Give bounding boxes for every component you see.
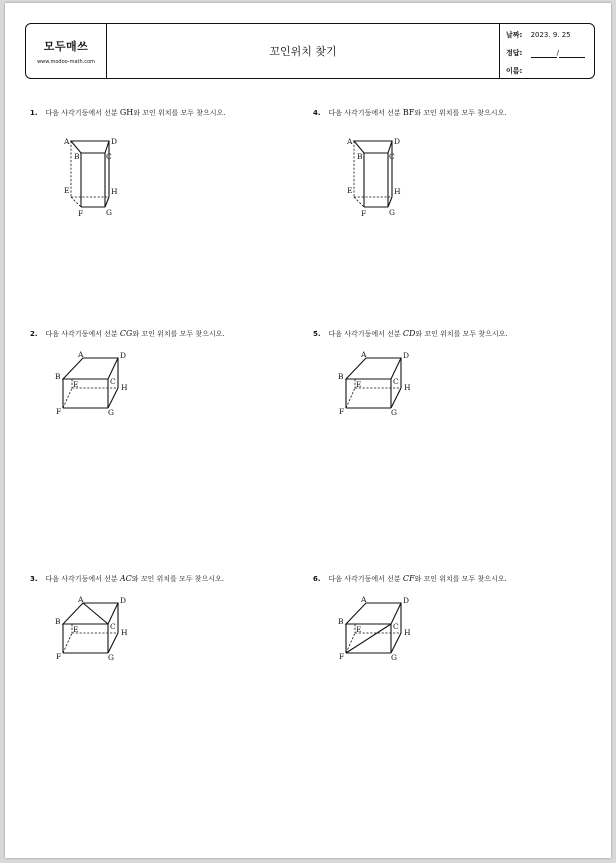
vertex-d: D xyxy=(394,137,401,146)
prism-figure-3 xyxy=(50,593,150,668)
vertex-b: B xyxy=(357,152,363,161)
vertex-d: D xyxy=(120,351,127,360)
vertex-g: G xyxy=(108,408,114,417)
vertex-g: G xyxy=(108,653,114,662)
vertex-h: H xyxy=(121,628,128,637)
name-row xyxy=(506,66,522,76)
logo-url: www.modoo-math.com xyxy=(37,58,95,65)
vertex-b: B xyxy=(74,152,80,161)
segment-label: BF xyxy=(402,108,415,117)
problem-4: 4. 다음 사각기둥에서 선분 BF와 꼬인 위치를 모두 찾으시오. xyxy=(313,108,507,117)
date-value: 2023. 9. 25 xyxy=(530,31,571,39)
vertex-b: B xyxy=(338,617,344,626)
vertex-d: D xyxy=(403,596,410,605)
worksheet-page xyxy=(5,3,611,858)
vertex-g: G xyxy=(391,408,397,417)
vertex-g: G xyxy=(389,208,395,217)
name-label: 이름: xyxy=(506,67,523,75)
vertex-h: H xyxy=(121,383,128,392)
vertex-a: A xyxy=(78,595,84,604)
vertex-f: F xyxy=(339,407,345,416)
vertex-f: F xyxy=(56,652,62,661)
vertex-a: A xyxy=(361,350,367,359)
prism-figure-2 xyxy=(50,348,150,423)
segment-label: GH xyxy=(119,108,134,117)
date-row xyxy=(506,30,571,40)
vertex-g: G xyxy=(391,653,397,662)
problem-3: 3. 다음 사각기둥에서 선분 AC와 꼬인 위치를 모두 찾으시오. xyxy=(30,574,225,583)
score-separator: / xyxy=(556,49,559,57)
segment-label: AC xyxy=(119,574,132,583)
vertex-d: D xyxy=(111,137,118,146)
vertex-d: D xyxy=(120,596,127,605)
worksheet-header xyxy=(25,23,595,79)
prism-figure-4 xyxy=(338,131,418,221)
vertex-f: F xyxy=(56,407,62,416)
vertex-h: H xyxy=(111,187,118,196)
prism-figure-6 xyxy=(333,593,433,668)
page-title: 꼬인위치 찾기 xyxy=(269,45,337,58)
vertex-c: C xyxy=(389,152,395,161)
logo: 모두매쓰 xyxy=(43,39,89,53)
vertex-e: E xyxy=(356,625,362,634)
segment-label: CG xyxy=(119,329,133,338)
problem-2: 2. 다음 사각기둥에서 선분 CG와 꼬인 위치를 모두 찾으시오. xyxy=(30,329,225,338)
problem-5: 5. 다음 사각기둥에서 선분 CD와 꼬인 위치를 모두 찾으시오. xyxy=(313,329,508,338)
score-row xyxy=(506,48,585,58)
vertex-c: C xyxy=(393,622,399,631)
vertex-h: H xyxy=(404,383,411,392)
vertex-f: F xyxy=(78,209,84,218)
vertex-b: B xyxy=(55,372,61,381)
page-title-box xyxy=(107,24,500,78)
vertex-f: F xyxy=(339,652,345,661)
vertex-e: E xyxy=(356,380,362,389)
date-label: 날짜: xyxy=(506,31,523,39)
segment-label: CF xyxy=(402,574,415,583)
vertex-e: E xyxy=(64,186,70,195)
vertex-a: A xyxy=(361,595,367,604)
problem-6: 6. 다음 사각기둥에서 선분 CF와 꼬인 위치를 모두 찾으시오. xyxy=(313,574,507,583)
vertex-a: A xyxy=(64,137,70,146)
meta-box xyxy=(500,24,594,78)
prism-figure-1 xyxy=(55,131,135,221)
vertex-a: A xyxy=(78,350,84,359)
vertex-e: E xyxy=(347,186,353,195)
score-blank[interactable] xyxy=(531,50,557,58)
vertex-b: B xyxy=(55,617,61,626)
score-label: 정답: xyxy=(506,49,523,57)
logo-box xyxy=(26,24,107,78)
vertex-a: A xyxy=(347,137,353,146)
vertex-b: B xyxy=(338,372,344,381)
vertex-f: F xyxy=(361,209,367,218)
vertex-e: E xyxy=(73,380,79,389)
vertex-c: C xyxy=(110,622,116,631)
vertex-h: H xyxy=(404,628,411,637)
segment-label: CD xyxy=(402,329,416,338)
vertex-c: C xyxy=(106,152,112,161)
total-blank[interactable] xyxy=(556,49,585,58)
vertex-e: E xyxy=(73,625,79,634)
vertex-c: C xyxy=(110,377,116,386)
vertex-h: H xyxy=(394,187,401,196)
problem-1: 1. 다음 사각기둥에서 선분 GH와 꼬인 위치를 모두 찾으시오. xyxy=(30,108,226,117)
vertex-c: C xyxy=(393,377,399,386)
vertex-g: G xyxy=(106,208,112,217)
vertex-d: D xyxy=(403,351,410,360)
prism-figure-5 xyxy=(333,348,433,423)
